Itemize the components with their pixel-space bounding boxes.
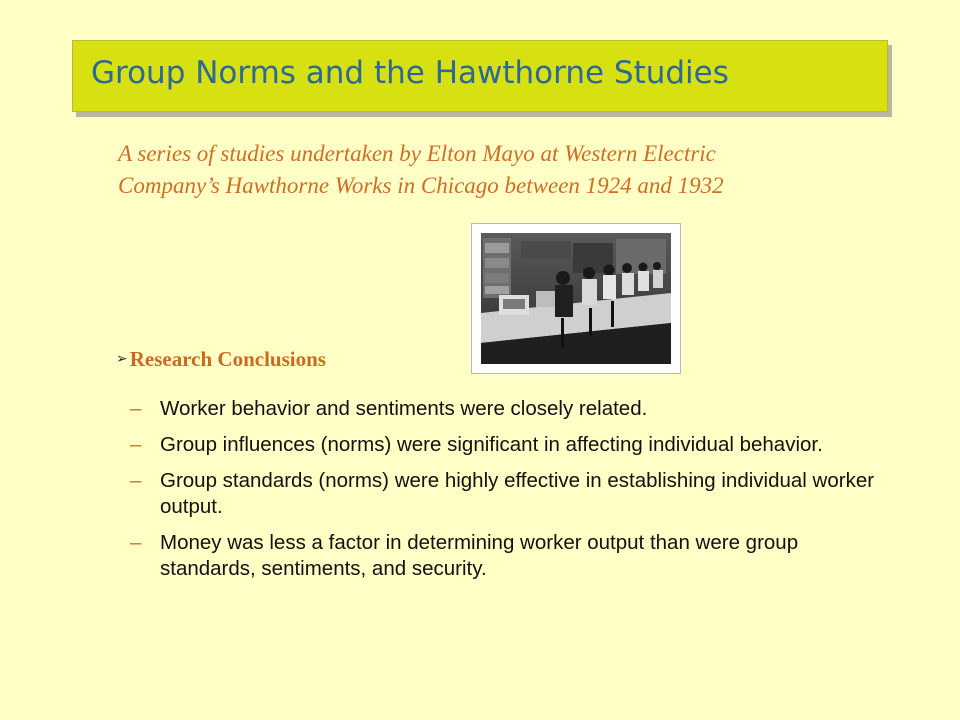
list-item bbox=[130, 432, 890, 458]
slide-title: Group Norms and the Hawthorne Studies bbox=[91, 55, 729, 91]
bullet-text: Group standards (norms) were highly effective in establishing individual worker output. bbox=[160, 469, 875, 518]
list-item bbox=[130, 468, 890, 520]
list-item bbox=[130, 396, 890, 422]
conclusions-list bbox=[130, 396, 890, 592]
list-item bbox=[130, 530, 890, 582]
slide-subtitle: A series of studies undertaken by Elton Mayo at Western Electric Company’s Hawthorne Works in Chicago between 1924 and 1932 bbox=[118, 141, 724, 198]
title-box bbox=[72, 40, 888, 112]
bullet-text: Money was less a factor in determining worker output than were group standards, sentiments, and security. bbox=[160, 531, 799, 580]
dash-bullet: – bbox=[130, 433, 142, 456]
section-title: Research Conclusions bbox=[129, 347, 326, 371]
dash-bullet: – bbox=[130, 531, 142, 554]
arrow-bullet-icon: ➢ bbox=[116, 350, 128, 367]
dash-bullet: – bbox=[130, 469, 142, 492]
hawthorne-photo bbox=[471, 223, 681, 374]
bullet-text: Group influences (norms) were significant in affecting individual behavior. bbox=[160, 433, 823, 456]
factory-workers-photo bbox=[481, 233, 671, 364]
bullet-text: Worker behavior and sentiments were closely related. bbox=[160, 397, 648, 420]
dash-bullet: – bbox=[130, 397, 142, 420]
research-conclusions-heading bbox=[116, 347, 326, 372]
